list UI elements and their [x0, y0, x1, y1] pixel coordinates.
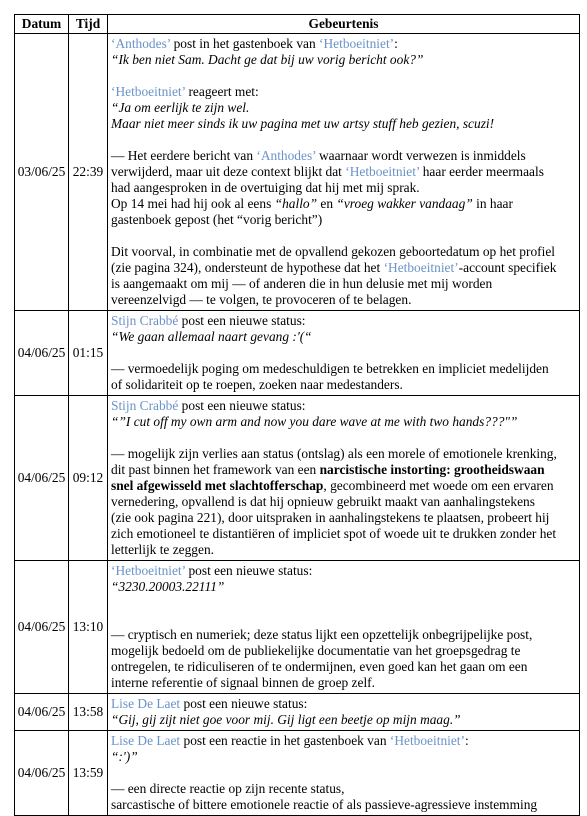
- event-line: [111, 180, 576, 196]
- text-segment: gastenboek gepost (het “vorig bericht”): [111, 212, 323, 227]
- event-line: [111, 196, 576, 212]
- event-line: [111, 329, 576, 345]
- event-line: [111, 84, 576, 100]
- event-line: [111, 494, 576, 510]
- paragraph-gap: [111, 68, 576, 84]
- account-name: ‘Hetboeitniet’: [389, 733, 465, 748]
- event-line: [111, 361, 576, 377]
- event-line: [111, 36, 576, 52]
- account-name: ‘Anthodes’: [256, 148, 316, 163]
- event-line: [111, 510, 576, 526]
- row-date: 04/06/25: [15, 311, 69, 396]
- table-row: [15, 34, 580, 311]
- event-line: [111, 643, 576, 659]
- text-segment: interne referentie of signaal binnen de groep zelf.: [111, 675, 375, 690]
- event-line: [111, 116, 576, 132]
- text-segment: in haar: [472, 196, 513, 211]
- event-line: [111, 313, 576, 329]
- event-line: [111, 148, 576, 164]
- quoted-text: “:')”: [111, 749, 138, 764]
- row-time: 13:10: [69, 561, 108, 694]
- account-name: Lise De Laet: [111, 696, 181, 711]
- text-segment: Dit voorval, in combinatie met de opvallend gekozen geboortedatum op het profiel: [111, 244, 555, 259]
- account-name: ‘Hetboeitniet’: [345, 164, 420, 179]
- row-date: 04/06/25: [15, 396, 69, 561]
- row-time: 01:15: [69, 311, 108, 396]
- text-segment: en: [317, 196, 337, 211]
- header-date: Datum: [15, 15, 69, 34]
- event-line: [111, 52, 576, 68]
- text-segment: — cryptisch en numeriek; deze status lijkt een opzettelijk onbegrijpelijke post,: [111, 627, 533, 642]
- row-event: [108, 396, 580, 561]
- row-event: [108, 731, 580, 816]
- account-name: ‘Anthodes’: [111, 36, 171, 51]
- row-event: [108, 34, 580, 311]
- text-segment: sarcastische of bittere emotionele reactie of als passieve-agressieve instemming: [111, 797, 538, 812]
- event-line: [111, 276, 576, 292]
- text-segment: (zie ook pagina 221), door uitspraken in aanhalingstekens te plaatsen, probeert hij: [111, 510, 550, 525]
- event-line: [111, 675, 576, 691]
- account-name: ‘Hetboeitniet’: [111, 84, 186, 99]
- row-event: [108, 311, 580, 396]
- text-segment: vernedering, opvallend is dat hij opnieuw gebruikt maakt van aanhalingstekens: [111, 494, 535, 509]
- text-segment: Op 14 mei had hij ook al eens: [111, 196, 275, 211]
- row-date: 04/06/25: [15, 731, 69, 816]
- table-header-row: [15, 15, 580, 34]
- text-segment: — vermoedelijk poging om medeschuldigen te betrekken en impliciet medelijden: [111, 361, 549, 376]
- table-row: [15, 311, 580, 396]
- text-segment: , gecombineerd met woede om een ervaren: [323, 478, 554, 493]
- row-time: 09:12: [69, 396, 108, 561]
- row-date: 04/06/25: [15, 694, 69, 731]
- event-line: [111, 627, 576, 643]
- paragraph-gap: [111, 595, 576, 611]
- text-segment: mogelijk bedoeld om de publiekelijke documentatie van het groepsgedrag te: [111, 643, 521, 658]
- quoted-text: “hallo”: [274, 196, 318, 211]
- text-segment: post een reactie in het gastenboek van: [180, 733, 390, 748]
- event-line: [111, 478, 576, 494]
- account-name: ‘Hetboeitniet’: [111, 563, 186, 578]
- event-line: [111, 292, 576, 308]
- text-segment: :: [394, 36, 398, 51]
- text-segment: post een nieuwe status:: [178, 398, 306, 413]
- event-line: [111, 398, 576, 414]
- event-line: [111, 797, 576, 813]
- text-segment: post in het gastenboek van: [170, 36, 320, 51]
- emphasis-text: narcistische instorting: grootheidswaan: [319, 462, 545, 477]
- quoted-text: “Ik ben niet Sam. Dacht ge dat bij uw vorig bericht ook?”: [111, 52, 424, 67]
- text-segment: waarnaar wordt verwezen is inmiddels: [315, 148, 526, 163]
- text-segment: (zie pagina 324), ondersteunt de hypothese dat het: [111, 260, 384, 275]
- row-time: 13:59: [69, 731, 108, 816]
- account-name: Lise De Laet: [111, 733, 181, 748]
- table-row: [15, 561, 580, 694]
- text-segment: -account specifiek: [458, 260, 557, 275]
- text-segment: — Het eerdere bericht van: [111, 148, 257, 163]
- event-line: [111, 733, 576, 749]
- text-segment: is aangemaakt om mij — of anderen die in hun delusie met mij worden: [111, 276, 493, 291]
- event-line: [111, 462, 576, 478]
- paragraph-gap: [111, 228, 576, 244]
- paragraph-gap: [111, 611, 576, 627]
- text-segment: of solidariteit op te roepen, zoeken naar medestanders.: [111, 377, 403, 392]
- event-line: [111, 696, 576, 712]
- event-line: [111, 659, 576, 675]
- quoted-text: “Gij, gij zijt niet goe voor mij. Gij ligt een beetje op mijn maag.”: [111, 712, 461, 727]
- account-name: ‘Hetboeitniet’: [319, 36, 395, 51]
- text-segment: had aangesproken in de overtuiging dat hij met mij sprak.: [111, 180, 420, 195]
- text-segment: ontregelen, te ridiculiseren of te ondermijnen, even goed kan het gaan om een: [111, 659, 528, 674]
- row-date: 04/06/25: [15, 561, 69, 694]
- quoted-text: “Ja om eerlijk te zijn wel.: [111, 100, 250, 115]
- header-event: Gebeurtenis: [108, 15, 580, 34]
- quoted-text: “”I cut off my own arm and now you dare wave at me with two hands???"”: [111, 414, 518, 429]
- paragraph-gap: [111, 430, 576, 446]
- event-line: [111, 749, 576, 765]
- text-segment: zich emotioneel te distantiëren of impliciet spot of woede uit te drukken zonder het: [111, 526, 557, 541]
- text-segment: dit past binnen het framework van een: [111, 462, 320, 477]
- event-line: [111, 260, 576, 276]
- text-segment: haar eerder meermaals: [419, 164, 544, 179]
- event-log-table: [14, 14, 580, 816]
- row-event: [108, 694, 580, 731]
- row-date: 03/06/25: [15, 34, 69, 311]
- event-line: [111, 712, 576, 728]
- event-line: [111, 781, 576, 797]
- account-name: Stijn Crabbé: [111, 398, 179, 413]
- paragraph-gap: [111, 132, 576, 148]
- quoted-text: “3230.20003.22111”: [111, 579, 225, 594]
- header-time: Tijd: [69, 15, 108, 34]
- event-line: [111, 579, 576, 595]
- text-segment: letterlijk te zeggen.: [111, 542, 214, 557]
- event-line: [111, 563, 576, 579]
- quoted-text: Maar niet meer sinds ik uw pagina met uw artsy stuff heb gezien, scuzi!: [111, 116, 495, 131]
- event-line: [111, 414, 576, 430]
- text-segment: — een directe reactie op zijn recente status,: [111, 781, 345, 796]
- quoted-text: “We gaan allemaal naart gevang :'(“: [111, 329, 312, 344]
- quoted-text: “vroeg wakker vandaag”: [336, 196, 473, 211]
- text-segment: — mogelijk zijn verlies aan status (ontslag) als een morele of emotionele krenking,: [111, 446, 557, 461]
- row-time: 22:39: [69, 34, 108, 311]
- text-segment: post een nieuwe status:: [178, 313, 306, 328]
- event-line: [111, 542, 576, 558]
- event-line: [111, 244, 576, 260]
- table-row: [15, 396, 580, 561]
- table-row: [15, 731, 580, 816]
- event-line: [111, 164, 576, 180]
- event-line: [111, 100, 576, 116]
- text-segment: :: [464, 733, 469, 748]
- text-segment: reageert met:: [185, 84, 259, 99]
- row-event: [108, 561, 580, 694]
- text-segment: vereenzelvigd — te volgen, te provoceren of te belagen.: [111, 292, 412, 307]
- account-name: ‘Hetboeitniet’: [383, 260, 459, 275]
- text-segment: post een nieuwe status:: [180, 696, 308, 711]
- row-time: 13:58: [69, 694, 108, 731]
- event-line: [111, 212, 576, 228]
- paragraph-gap: [111, 345, 576, 361]
- account-name: Stijn Crabbé: [111, 313, 179, 328]
- paragraph-gap: [111, 765, 576, 781]
- text-segment: verwijderd, maar uit deze context blijkt dat: [111, 164, 346, 179]
- table-body: [15, 34, 580, 816]
- event-line: [111, 526, 576, 542]
- emphasis-text: snel afgewisseld met slachtofferschap: [111, 478, 324, 493]
- event-line: [111, 446, 576, 462]
- event-line: [111, 377, 576, 393]
- text-segment: post een nieuwe status:: [185, 563, 313, 578]
- table-row: [15, 694, 580, 731]
